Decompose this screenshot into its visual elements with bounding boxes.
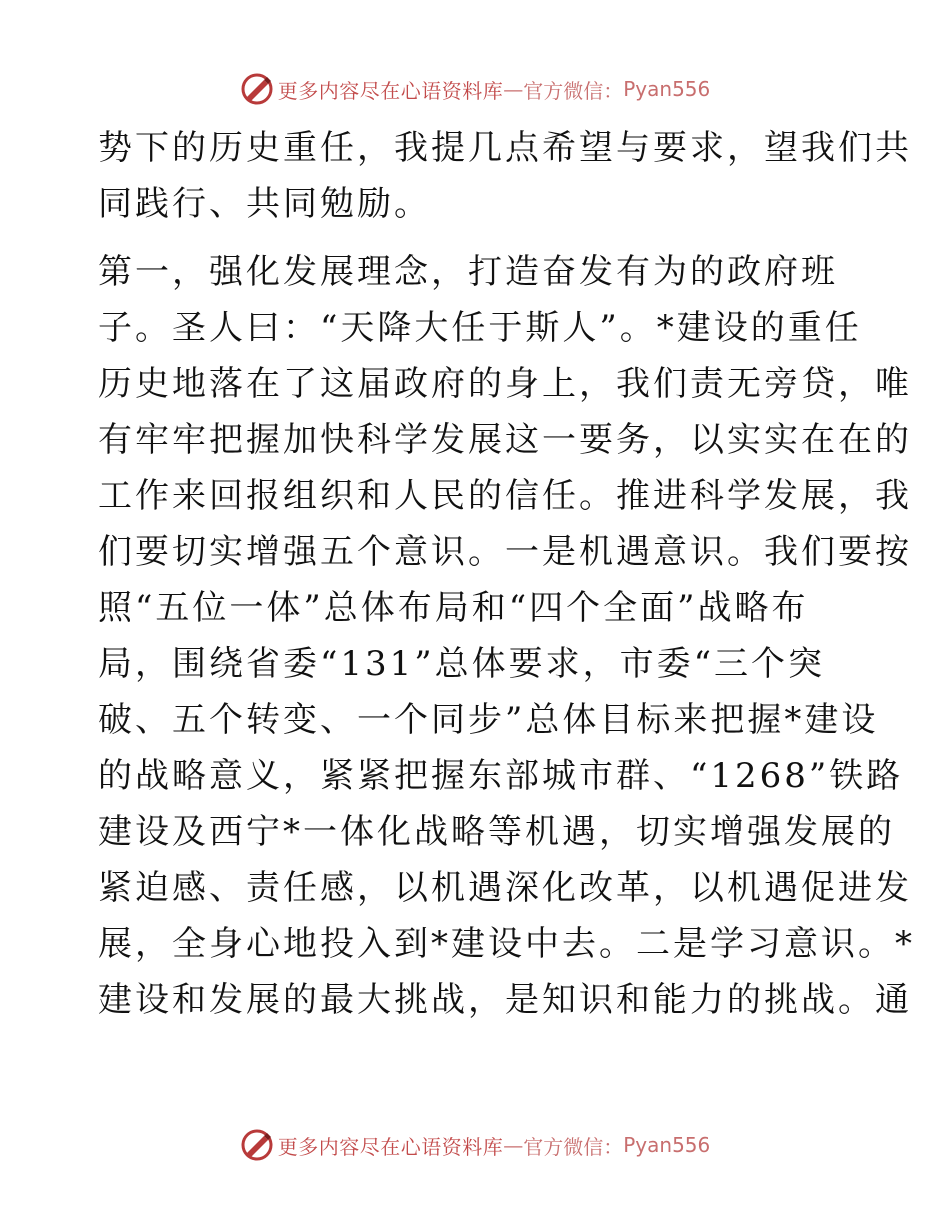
text-line: 有牢牢把握加快科学发展这一要务，以实实在在的 [98, 420, 912, 460]
text-line: 同践行、共同勉励。 [98, 184, 431, 224]
text-line: 局，围绕省委“131”总体要求，市委“三个突 [98, 644, 826, 684]
text-line: 子。圣人曰：“天降大任于斯人”。*建设的重任 [98, 308, 862, 348]
watermark-wechat-label: 官方微信： [523, 78, 624, 103]
watermark-brand: 更多内容尽在心语资料库 [277, 1134, 504, 1159]
watermark-separator: — [503, 77, 524, 101]
text-line: 破、五个转变、一个同步”总体目标来把握*建设 [98, 700, 879, 740]
text-line: 建设及西宁*一体化战略等机遇，切实增强发展的 [98, 812, 895, 852]
text-line: 展，全身心地投入到*建设中去。二是学习意识。* [98, 924, 915, 964]
text-line: 们要切实增强五个意识。一是机遇意识。我们要按 [98, 532, 912, 572]
text-line: 照“五位一体”总体布局和“四个全面”战略布 [98, 588, 809, 628]
paragraph-1 [98, 120, 912, 232]
text-line: 的战略意义，紧紧把握东部城市群、“1268”铁路 [98, 756, 904, 796]
text-line: 紧迫感、责任感，以机遇深化改革，以机遇促进发 [98, 868, 912, 908]
text-line: 势下的历史重任，我提几点希望与要求，望我们共 [98, 128, 912, 168]
pen-logo-icon [240, 72, 274, 106]
header-watermark [0, 72, 950, 106]
watermark-wechat-id: Pyan556 [623, 1133, 711, 1157]
footer-watermark [0, 1128, 950, 1162]
watermark-separator: — [503, 1133, 524, 1157]
watermark-wechat-id: Pyan556 [623, 77, 711, 101]
text-line: 工作来回报组织和人民的信任。推进科学发展，我 [98, 476, 912, 516]
text-line: 历史地落在了这届政府的身上，我们责无旁贷，唯 [98, 364, 912, 404]
watermark-wechat-label: 官方微信： [523, 1134, 624, 1159]
text-line: 建设和发展的最大挑战，是知识和能力的挑战。通 [98, 980, 912, 1020]
paragraph-2 [98, 244, 915, 1028]
pen-logo-icon [240, 1128, 274, 1162]
text-line: 第一，强化发展理念，打造奋发有为的政府班 [98, 252, 838, 292]
document-body [98, 120, 915, 1028]
watermark-brand: 更多内容尽在心语资料库 [277, 78, 504, 103]
